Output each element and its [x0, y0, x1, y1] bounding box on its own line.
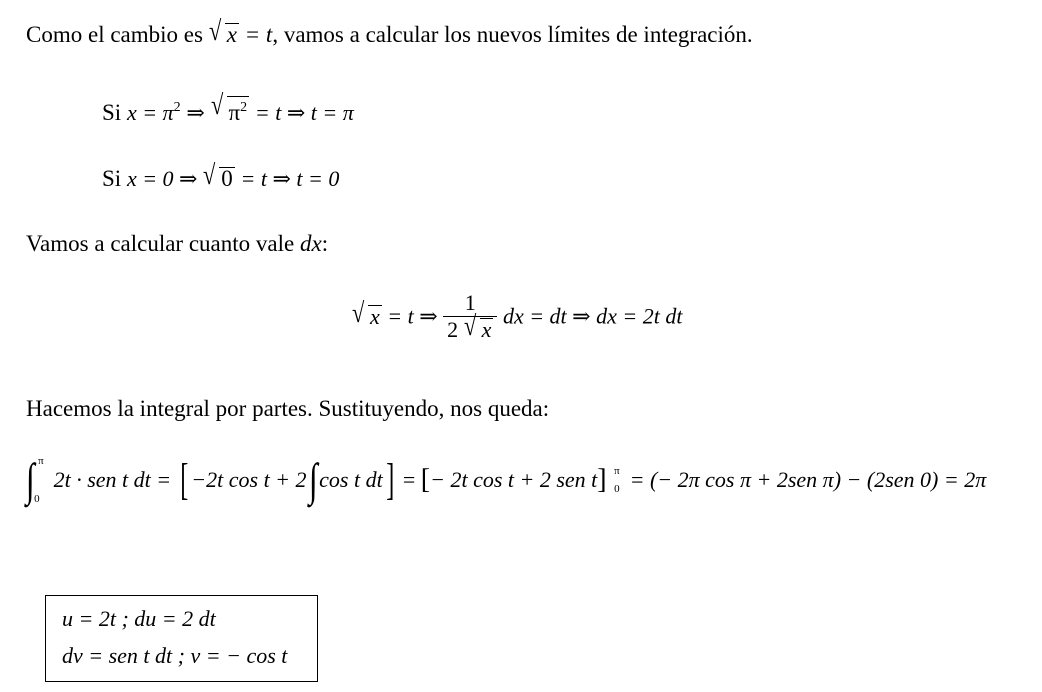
sqrt-0: √ 0: [203, 160, 233, 191]
colon: :: [321, 231, 329, 256]
rest: dx = dt ⇒ dx = 2t dt: [502, 303, 683, 329]
evaluation: = (− 2π cos π + 2sen π) − (2sen 0) = 2π: [629, 467, 987, 492]
bracket2-content: − 2t cos t + 2 sen t: [430, 467, 598, 492]
si-label: Si: [102, 166, 122, 191]
equals: =: [402, 467, 416, 492]
lhs: x = π: [126, 100, 174, 125]
integral-equation: [24, 455, 986, 505]
sqrt-x: √ x: [352, 297, 380, 329]
eq-t: = t: [244, 22, 273, 47]
box-row-u: u = 2t ; du = 2 dt: [62, 606, 216, 631]
denominator: 2 √ x: [443, 316, 497, 343]
exp: 2: [173, 100, 181, 115]
dx-equation: [352, 290, 682, 343]
left-bracket: [: [179, 455, 188, 504]
integral-sign: ∫: [25, 454, 35, 505]
parts-sentence: Hacemos la integral por partes. Sustituyendo, nos queda:: [26, 396, 550, 421]
rest: = t ⇒ t = π: [254, 100, 354, 125]
eq1: = t ⇒: [387, 303, 438, 329]
inner-integrand: cos t dt: [319, 467, 383, 492]
rest: = t ⇒ t = 0: [240, 166, 340, 191]
bracket2-close: ]: [597, 464, 607, 495]
lhs: x = 0 ⇒: [126, 166, 198, 191]
bracket-content: −2t cos t + 2: [191, 467, 307, 492]
eval-limits: π 0: [614, 465, 620, 495]
sqrt-pi2: √ $\pi^2$: [210, 90, 248, 125]
limit-lower: [102, 160, 340, 192]
bracket2-open: [: [420, 464, 431, 495]
limit-upper: [102, 90, 354, 126]
dx-text: Vamos a calcular cuanto vale: [26, 231, 295, 256]
implies: ⇒: [186, 100, 205, 125]
fraction: [443, 290, 497, 343]
right-bracket: ]: [386, 455, 395, 504]
inner-integral-sign: ∫: [308, 454, 318, 505]
dx-sentence: [26, 231, 328, 257]
intro-text: Como el cambio es: [26, 22, 203, 47]
box-row-v: dv = sen t dt ; v = − cos t: [62, 643, 288, 668]
intro-text-2: , vamos a calcular los nuevos límites de integración.: [272, 22, 753, 47]
integrand: 2t · sen t dt =: [53, 467, 172, 492]
si-label: Si: [102, 100, 122, 125]
numerator: 1: [464, 290, 476, 315]
sqrt-x: √ x: [208, 16, 237, 47]
parts-substitution-box: [45, 595, 318, 682]
intro-sentence: [26, 16, 753, 48]
integral-limits: π 0: [34, 455, 44, 505]
dx: dx: [299, 231, 322, 256]
